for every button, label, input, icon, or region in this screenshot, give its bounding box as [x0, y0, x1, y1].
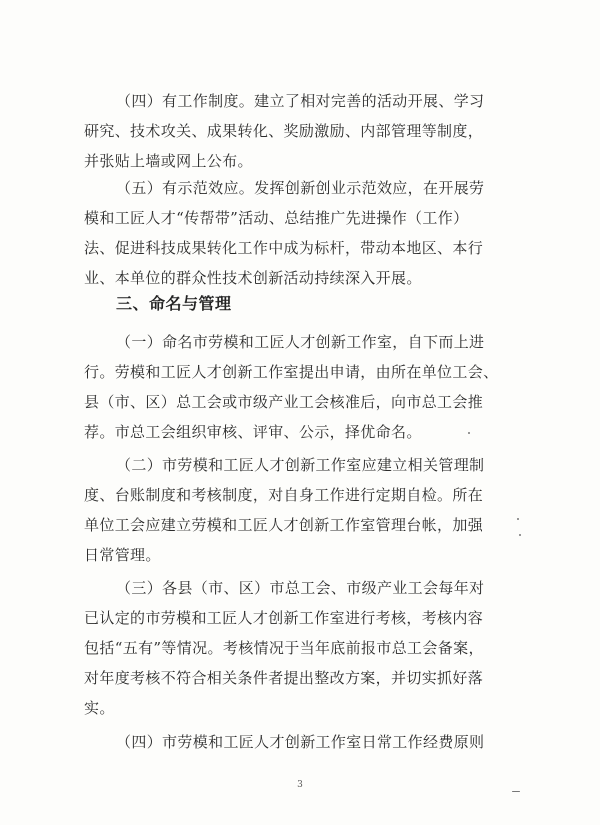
- text-line: 已认定的市劳模和工匠人才创新工作室进行考核，考核内容: [84, 609, 484, 627]
- text-line: （三）各县（市、区）市总工会、市级产业工会每年对: [116, 579, 485, 597]
- text-line: 业、本单位的群众性技术创新活动持续深入开展。: [84, 269, 422, 287]
- text-line: 度、台账制度和考核制度，对自身工作进行定期自检。所在: [84, 486, 484, 504]
- text-line: 单位工会应建立劳模和工匠人才创新工作室管理台帐，加强: [84, 516, 484, 534]
- text-line: 研究、技术攻关、成果转化、奖励激励、内部管理等制度，: [84, 122, 484, 140]
- text-line: 并张贴上墙或网上公布。: [84, 152, 253, 170]
- text-line: 模和工匠人才“传帮带”活动、总结推广先进操作（工作）: [84, 209, 469, 227]
- text-line: （二）市劳模和工匠人才创新工作室应建立相关管理制: [116, 456, 485, 474]
- scan-speck: [519, 534, 521, 536]
- paragraph-naming-process: [84, 327, 514, 447]
- text-line: 包括“五有”等情况。考核情况于当年底前报市总工会备案，: [84, 639, 484, 657]
- text-line: （五）有示范效应。发挥创新创业示范效应，在开展劳: [116, 179, 485, 197]
- text-line: 县（市、区）总工会或市级产业工会核准后，向市总工会推: [84, 393, 484, 411]
- scan-speck: [517, 518, 519, 520]
- scan-speck: [468, 432, 470, 434]
- paragraph-funding: [84, 727, 514, 757]
- text-line: 法、促进科技成果转化工作中成为标杆，带动本地区、本行: [84, 239, 484, 257]
- text-line: 日常管理。: [84, 546, 161, 564]
- text-line: 行。劳模和工匠人才创新工作室提出申请，由所在单位工会、: [84, 363, 499, 381]
- text-line: 荐。市总工会组织审核、评审、公示，择优命名。: [84, 423, 422, 441]
- section-heading: 三、命名与管理: [116, 294, 232, 313]
- text-line: （四）有工作制度。建立了相对完善的活动开展、学习: [116, 92, 485, 110]
- paragraph-management-system: [84, 450, 514, 570]
- paragraph-annual-assessment: [84, 573, 514, 723]
- page-number: 3: [297, 780, 303, 790]
- text-line: （一）命名市劳模和工匠人才创新工作室，自下而上进: [116, 333, 485, 351]
- text-line: （四）市劳模和工匠人才创新工作室日常工作经费原则: [116, 733, 485, 751]
- text-line: 实。: [84, 699, 115, 717]
- paragraph-work-system: [84, 86, 514, 176]
- scan-speck: [512, 791, 520, 792]
- text-line: 对年度考核不符合相关条件者提出整改方案，并切实抓好落: [84, 669, 484, 687]
- paragraph-demonstration-effect: [84, 173, 514, 293]
